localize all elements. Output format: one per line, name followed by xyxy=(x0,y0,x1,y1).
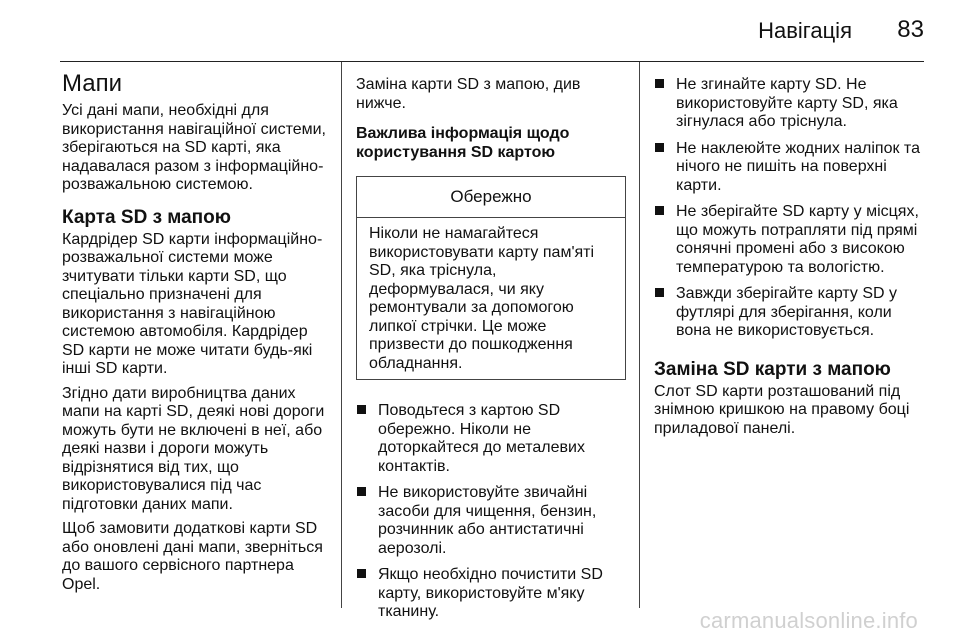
replace-reference: Заміна карти SD з мапою, див нижче. xyxy=(356,76,581,112)
important-info-heading: Важлива інформація щодо користування SD картою xyxy=(356,125,570,161)
list-item: Якщо необхідно почистити SD карту, використовуйте м'яку тканину. xyxy=(356,566,626,622)
header-rule xyxy=(60,61,924,62)
caution-box xyxy=(356,176,626,380)
section-title: Навігація xyxy=(758,18,852,43)
maps-heading: Мапи xyxy=(62,70,123,97)
sd-card-heading: Карта SD з мапою xyxy=(62,206,231,228)
caution-title: Обережно xyxy=(357,177,625,218)
list-item: Завжди зберігайте карту SD у футлярі для зберігання, коли вона не використовується. xyxy=(654,285,926,341)
page-number: 83 xyxy=(897,16,924,43)
watermark: carmanualsonline.info xyxy=(699,608,918,633)
sd-paragraph-2: Згідно дати виробництва даних мапи на карті SD, деякі нові дороги можуть бути не включені в неї, або деякі назви і дороги можуть відрізнятися від тих, що використовувалися під час підготовки даних мапи. xyxy=(62,384,325,513)
column-divider-2 xyxy=(639,62,640,608)
column-divider-1 xyxy=(341,62,342,608)
list-item: Не зберігайте SD карту у місцях, що можуть потрапляти під прямі сонячні промені або з високою температурою та вологістю. xyxy=(654,203,926,277)
bullet-square-icon xyxy=(655,143,664,152)
bullet-square-icon xyxy=(357,405,366,414)
bullet-square-icon xyxy=(357,569,366,578)
care-list xyxy=(654,76,926,341)
list-item: Поводьтеся з картою SD обережно. Ніколи не доторкайтеся до металевих контактів. xyxy=(356,402,626,476)
caution-text: Ніколи не намагайтеся використовувати карту пам'яті SD, яка тріснула, деформувалася, чи яку ремонтували за допомогою липкої стрічки. Це може призвести до пошкодження обладнання. xyxy=(369,225,595,372)
list-item: Не згинайте карту SD. Не використовуйте карту SD, яка зігнулася або тріснула. xyxy=(654,76,926,132)
column-1 xyxy=(62,70,332,600)
bullet-square-icon xyxy=(655,206,664,215)
maps-intro: Усі дані мапи, необхідні для використання навігаційної системи, зберігаються на SD карті, яка надавалася разом з інформаційно-розважальною системою. xyxy=(62,102,326,193)
replace-sd-text: Слот SD карти розташований під знімною кришкою на правому боці приладової панелі. xyxy=(654,382,910,437)
column-2 xyxy=(356,76,626,630)
sd-paragraph-1: Кардрідер SD карти інформаційно-розважальної системи може зчитувати тільки карти SD, що спеціально призначені для використання з навігаційною системою автомобіля. Кардрідер SD карти не може читати будь-які інші SD карти. xyxy=(62,230,323,377)
list-item: Не наклеюйте жодних наліпок та нічого не пишіть на поверхні карти. xyxy=(654,140,926,196)
bullet-square-icon xyxy=(357,487,366,496)
replace-sd-heading: Заміна SD карти з мапою xyxy=(654,358,891,380)
bullet-square-icon xyxy=(655,79,664,88)
page-header xyxy=(60,0,924,62)
bullet-square-icon xyxy=(655,288,664,297)
handling-list xyxy=(356,402,626,622)
column-3 xyxy=(654,76,926,444)
list-item: Не використовуйте звичайні засоби для чищення, бензин, розчинник або антистатичні аерозолі. xyxy=(356,484,626,558)
sd-paragraph-3: Щоб замовити додаткові карти SD або оновлені дані мапи, зверніться до вашого сервісного партнера Opel. xyxy=(62,520,323,593)
